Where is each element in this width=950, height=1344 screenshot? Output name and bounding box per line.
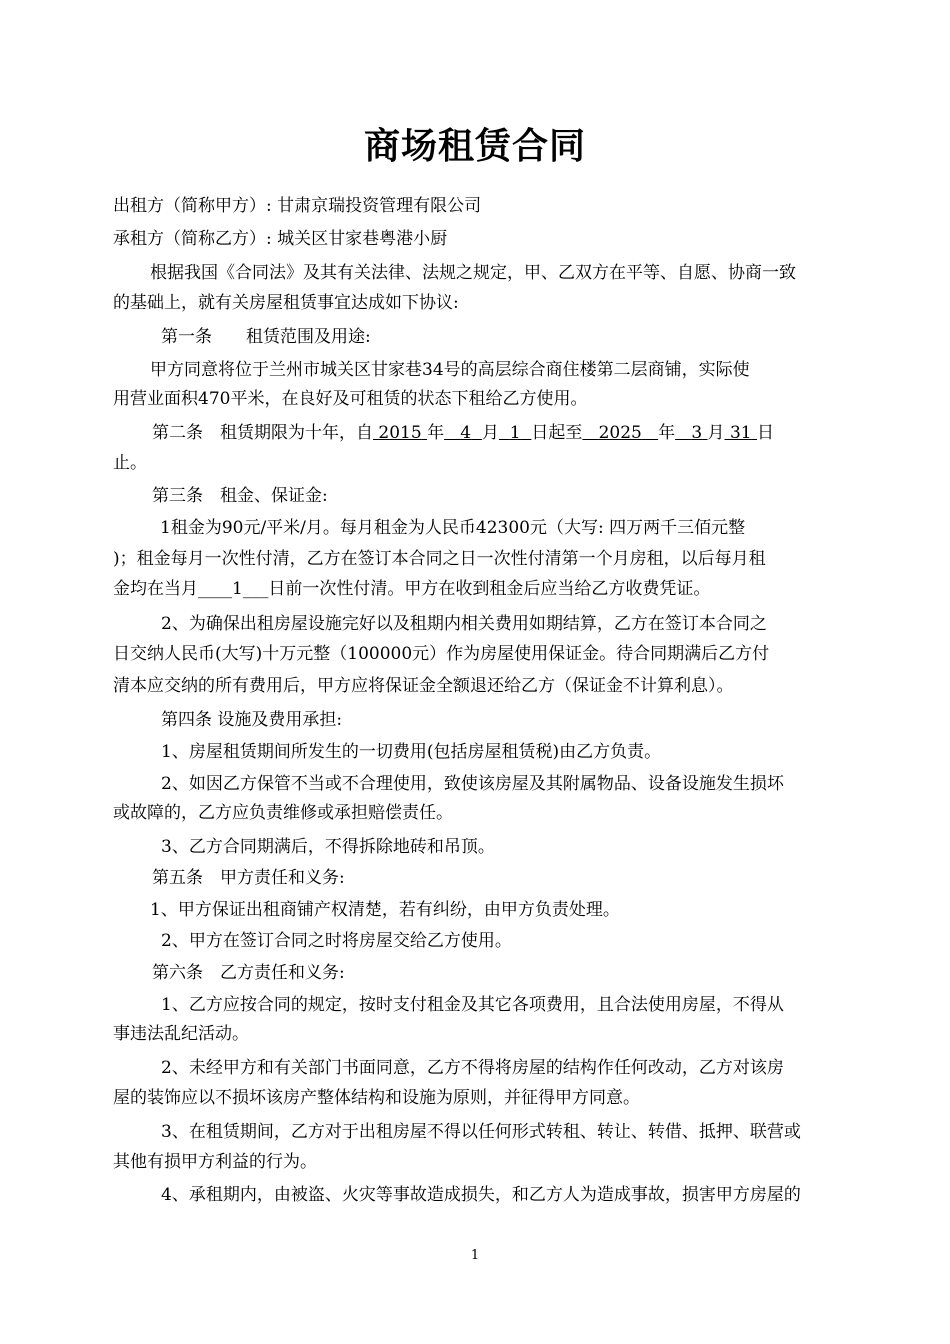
intro-line-2: 的基础上，就有关房屋租赁事宜达成如下协议:: [113, 293, 459, 313]
lessee-line: 承租方（简称乙方）: 城关区甘家巷粤港小厨: [113, 229, 448, 249]
article-5-heading: 第五条 甲方责任和义务:: [152, 868, 345, 888]
article-6-line-4: 屋的装饰应以不损坏该房产整体结构和设施为原则，并征得甲方同意。: [113, 1088, 640, 1108]
article-3-line-2: )；租金每月一次性付清，乙方在签订本合同之日一次性付清第一个月房租，以后每月租: [113, 549, 766, 569]
end-year: 2025: [598, 423, 642, 443]
article-4-line-2: 2、如因乙方保管不当或不合理使用，致使该房屋及其附属物品、设备设施发生损坏: [161, 774, 784, 794]
article-3-heading: 第三条 租金、保证金:: [152, 486, 328, 506]
article-3-line-1: 1租金为90元/平米/月。每月租金为人民币42300元（大写: 四万两千三佰元整: [160, 518, 746, 538]
article-4-line-1: 1、房屋租赁期间所发生的一切费用(包括房屋租赁税)由乙方负责。: [161, 742, 662, 762]
article-1-heading: 第一条 租赁范围及用途:: [161, 327, 371, 347]
article-4-heading: 第四条 设施及费用承担:: [161, 710, 343, 730]
article-3-line-6: 清本应交纳的所有费用后，甲方应将保证金全额退还给乙方（保证金不计算利息）。: [113, 676, 734, 696]
article-3-line-5: 日交纳人民币(大写)十万元整（100000元）作为房屋使用保证金。待合同期满后乙方付: [113, 644, 770, 664]
article-3-line-4: 2、为确保出租房屋设施完好以及租期内相关费用如期结算，乙方在签订本合同之: [161, 614, 767, 634]
article-2-text: 第二条 租赁期限为十年，自: [152, 423, 373, 443]
page-number: 1: [470, 1248, 480, 1263]
lessor-line: 出租方（简称甲方）: 甘肃京瑞投资管理有限公司: [113, 196, 482, 216]
article-2-line: 第二条 租赁期限为十年，自 2015 年 4 月 1 日起至 2025 年 3 月 31 日: [152, 423, 774, 443]
article-6-line-3: 2、未经甲方和有关部门书面同意，乙方不得将房屋的结构作任何改动，乙方对该房: [161, 1058, 784, 1078]
article-4-line-4: 3、乙方合同期满后，不得拆除地砖和吊顶。: [161, 837, 495, 857]
article-1-line-1: 甲方同意将位于兰州市城关区甘家巷34号的高层综合商住楼第二层商铺，实际使: [150, 360, 750, 380]
article-2-end: 止。: [113, 453, 147, 473]
start-month: 4: [460, 423, 472, 443]
article-6-line-7: 4、承租期内，由被盗、火灾等事故造成损失，和乙方人为造成事故，损害甲方房屋的: [161, 1185, 801, 1205]
article-5-line-1: 1、甲方保证出租商铺产权清楚，若有纠纷，由甲方负责处理。: [150, 900, 620, 920]
end-month: 3: [691, 423, 703, 443]
article-6-line-2: 事违法乱纪活动。: [113, 1024, 249, 1044]
start-day: 1: [509, 423, 521, 443]
article-6-line-6: 其他有损甲方利益的行为。: [113, 1152, 317, 1172]
start-year: 2015: [378, 423, 422, 443]
page-title: 商场租赁合同: [363, 125, 586, 167]
article-3-line-3: 金均在当月____1___日前一次性付清。甲方在收到租金后应当给乙方收费凭证。: [113, 579, 711, 599]
article-4-line-3: 或故障的，乙方应负责维修或承担赔偿责任。: [113, 803, 453, 823]
end-day: 31: [729, 423, 752, 443]
article-1-line-2: 用营业面积470平米，在良好及可租赁的状态下租给乙方使用。: [113, 389, 588, 409]
article-6-heading: 第六条 乙方责任和义务:: [152, 963, 345, 983]
article-5-line-2: 2、甲方在签订合同之时将房屋交给乙方使用。: [161, 931, 512, 951]
article-6-line-5: 3、在租赁期间，乙方对于出租房屋不得以任何形式转租、转让、转借、抵押、联营或: [161, 1122, 801, 1142]
intro-line-1: 根据我国《合同法》及其有关法律、法规之规定，甲、乙双方在平等、自愿、协商一致: [150, 263, 796, 283]
article-6-line-1: 1、乙方应按合同的规定，按时支付租金及其它各项费用，且合法使用房屋，不得从: [161, 995, 784, 1015]
